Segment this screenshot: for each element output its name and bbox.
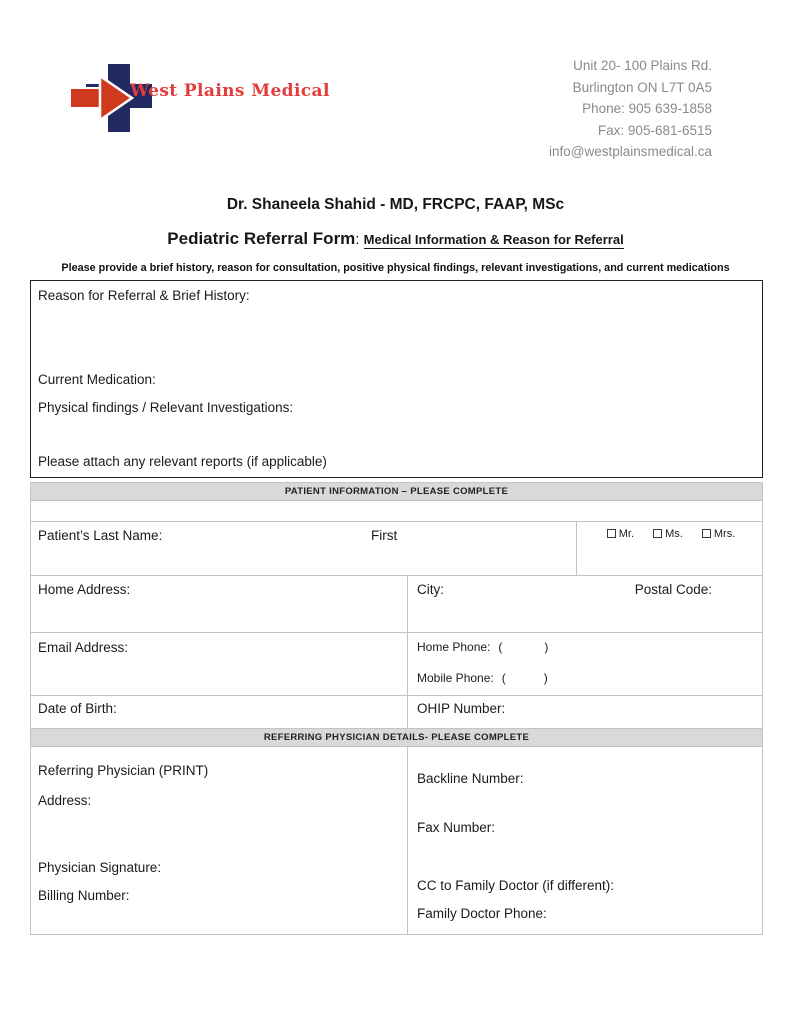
home-address-label: Home Address: xyxy=(38,582,131,597)
mobile-phone-label: Mobile Phone: xyxy=(417,671,494,685)
address-line-phone: Phone: 905 639-1858 xyxy=(582,101,712,116)
patient-information-section-title: PATIENT INFORMATION – PLEASE COMPLETE xyxy=(284,486,509,497)
backline-number-label: Backline Number: xyxy=(417,771,524,786)
spacer-row xyxy=(31,502,762,521)
phone-cell[interactable] xyxy=(409,633,764,695)
clinic-address-block xyxy=(549,55,712,163)
form-table xyxy=(30,482,763,935)
form-title-subtitle: Medical Information & Reason for Referral xyxy=(363,232,624,247)
name-row xyxy=(31,521,762,575)
salutation-cell xyxy=(578,522,764,575)
salutation-option-mr[interactable] xyxy=(607,528,634,540)
address-line-2: Burlington ON L7T 0A5 xyxy=(572,79,712,95)
address-line-fax: Fax: 905-681-6515 xyxy=(597,122,712,138)
patient-last-name-label: Patient’s Last Name: xyxy=(38,528,163,543)
family-doctor-phone-label: Family Doctor Phone: xyxy=(417,906,547,921)
date-of-birth-label: Date of Birth: xyxy=(38,701,117,716)
home-phone-label: Home Phone: xyxy=(417,640,491,654)
home-phone-open-paren: ( xyxy=(498,640,503,654)
address-line-email: info@westplainsmedical.ca xyxy=(548,144,712,159)
mr-label: Mr. xyxy=(618,528,635,540)
patient-first-name-label: First xyxy=(371,528,398,543)
referring-physician-section-title: REFERRING PHYSICIAN DETAILS- PLEASE COMPLETE xyxy=(263,732,530,743)
city-label: City: xyxy=(417,582,444,597)
mrs-checkbox-icon[interactable] xyxy=(702,529,711,538)
attach-reports-label: Please attach any relevant reports (if applicable) xyxy=(38,454,327,469)
address-row xyxy=(31,575,762,632)
reason-for-referral-label: Reason for Referral & Brief History: xyxy=(38,288,250,303)
ohip-number-label: OHIP Number: xyxy=(417,701,506,716)
postal-code-label: Postal Code: xyxy=(634,582,712,597)
email-phone-row xyxy=(31,632,762,695)
email-cell[interactable] xyxy=(31,633,408,695)
physician-left-cell[interactable] xyxy=(31,747,408,935)
referring-physician-label: Referring Physician (PRINT) xyxy=(38,763,209,778)
form-title-name: Pediatric Referral Form xyxy=(167,229,356,248)
physical-findings-label: Physical findings / Relevant Investigations: xyxy=(38,400,294,415)
salutation-option-mrs[interactable] xyxy=(702,528,735,540)
mobile-phone-close-paren: ) xyxy=(543,671,548,685)
physician-signature-label: Physician Signature: xyxy=(38,860,162,875)
name-cell[interactable] xyxy=(31,522,577,575)
dob-cell[interactable] xyxy=(31,696,408,728)
physician-row xyxy=(31,747,762,935)
ohip-cell[interactable] xyxy=(409,696,764,728)
form-instruction: Please provide a brief history, reason for consultation, positive physical findings, relevant investigations, and current medications xyxy=(61,262,730,274)
form-title xyxy=(0,229,791,249)
doctor-title: Dr. Shaneela Shahid - MD, FRCPC, FAAP, MSc xyxy=(226,196,565,213)
patient-information-section-header xyxy=(31,482,762,501)
mobile-phone-open-paren: ( xyxy=(501,671,506,685)
email-address-label: Email Address: xyxy=(38,640,129,655)
city-postal-cell[interactable] xyxy=(409,576,764,632)
salutation-options xyxy=(578,528,764,540)
clinic-name: West Plains Medical xyxy=(130,81,330,101)
home-address-cell[interactable] xyxy=(31,576,408,632)
home-phone-field xyxy=(417,640,548,654)
address-line-1: Unit 20- 100 Plains Rd. xyxy=(573,58,712,73)
mobile-phone-field xyxy=(417,671,548,685)
referring-physician-section-header xyxy=(31,728,762,747)
form-title-separator: : xyxy=(355,231,364,248)
billing-number-label: Billing Number: xyxy=(38,888,130,903)
physician-address-label: Address: xyxy=(38,793,92,808)
mr-checkbox-icon[interactable] xyxy=(607,529,616,538)
referral-history-box[interactable] xyxy=(30,280,763,478)
home-phone-close-paren: ) xyxy=(544,640,549,654)
current-medication-label: Current Medication: xyxy=(38,372,156,387)
salutation-option-ms[interactable] xyxy=(653,528,683,540)
dob-ohip-row xyxy=(31,695,762,728)
physician-right-cell[interactable] xyxy=(409,747,764,935)
cc-family-doctor-label: CC to Family Doctor (if different): xyxy=(417,878,615,893)
fax-number-label: Fax Number: xyxy=(417,820,496,835)
ms-checkbox-icon[interactable] xyxy=(653,529,662,538)
ms-label: Ms. xyxy=(665,528,683,540)
mrs-label: Mrs. xyxy=(713,528,736,540)
